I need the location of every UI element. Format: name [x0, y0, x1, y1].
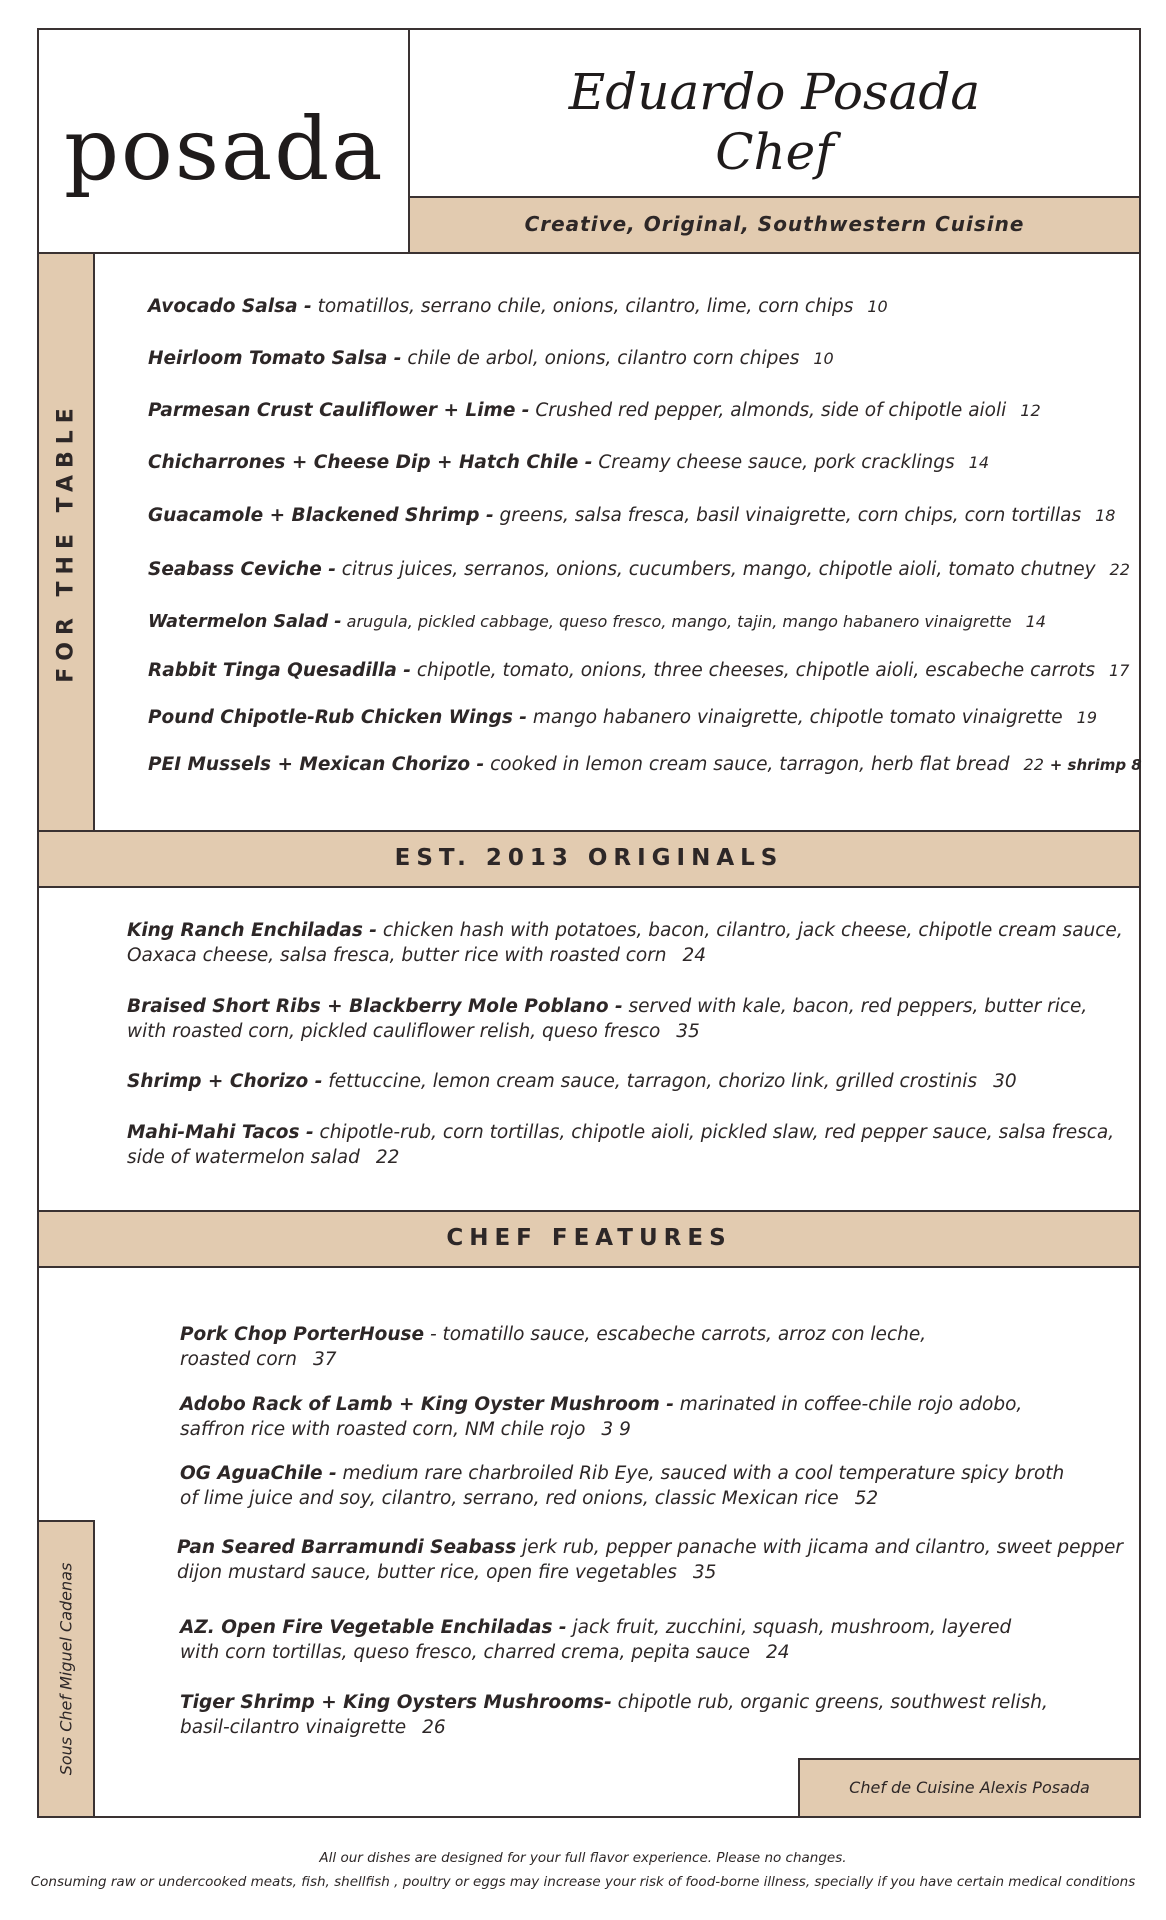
menu-item: [148, 296, 888, 317]
sous-chef-credit: Sous Chef Miguel Cadenas: [56, 1562, 76, 1776]
features-title: CHEF FEATURES: [446, 1225, 732, 1251]
menu-item: [180, 1690, 1048, 1740]
item-name: Adobo Rack of Lamb + King Oyster Mushroom -: [180, 1394, 674, 1415]
features-section: [37, 1266, 1141, 1818]
item-price: 12: [1020, 401, 1041, 420]
item-price: 37: [312, 1349, 337, 1370]
item-name: Heirloom Tomato Salsa -: [148, 348, 402, 369]
menu-item: [148, 754, 1142, 775]
originals-section: [37, 886, 1141, 1212]
item-price: 52: [854, 1488, 879, 1509]
item-name: Parmesan Crust Cauliflower + Lime -: [148, 400, 530, 421]
item-desc: greens, salsa fresca, basil vinaigrette, corn chips, corn tortillas: [493, 505, 1082, 526]
logo-panel: [37, 28, 410, 254]
footer-warning: Consuming raw or undercooked meats, fish, shellfish , poultry or eggs may increase your risk of food-borne illness, specially if you have certain medical conditions: [30, 1874, 1136, 1890]
item-price: 17: [1109, 661, 1130, 680]
item-price: 24: [765, 1642, 790, 1663]
menu-item: [127, 1120, 1114, 1170]
item-desc: fettuccine, lemon cream sauce, tarragon, chorizo link, grilled crostinis: [322, 1071, 978, 1092]
menu-item: [177, 1535, 1123, 1585]
item-desc: Creamy cheese sauce, pork cracklings: [592, 452, 955, 473]
item-desc-2: side of watermelon salad: [127, 1147, 360, 1168]
menu-item: [148, 400, 1041, 421]
item-price: 22: [1023, 755, 1044, 774]
item-desc: chipotle-rub, corn tortillas, chipotle aioli, pickled slaw, red pepper sauce, salsa fresca,: [313, 1122, 1115, 1143]
item-desc: cooked in lemon cream sauce, tarragon, herb flat bread: [484, 754, 1010, 775]
item-desc: chile de arbol, onions, cilantro corn chipes: [401, 348, 800, 369]
chef-de-cuisine-credit: Chef de Cuisine Alexis Posada: [849, 1778, 1090, 1797]
menu-item: [148, 452, 989, 473]
item-name: Chicharrones + Cheese Dip + Hatch Chile -: [148, 452, 593, 473]
menu-item: [148, 505, 1115, 526]
item-desc: jack fruit, zucchini, squash, mushroom, layered: [566, 1617, 1012, 1638]
item-name: Guacamole + Blackened Shrimp -: [148, 505, 494, 526]
item-name: Pork Chop PorterHouse: [180, 1324, 425, 1345]
menu-item: [180, 1461, 1064, 1511]
item-name: PEI Mussels + Mexican Chorizo -: [148, 754, 485, 775]
item-desc: arugula, pickled cabbage, queso fresco, mango, tajin, mango habanero vinaigrette: [341, 612, 1012, 631]
item-name: King Ranch Enchiladas -: [127, 920, 377, 941]
item-desc-2: saffron rice with roasted corn, NM chile rojo: [180, 1419, 586, 1440]
item-desc-2: with corn tortillas, queso fresco, charred crema, pepita sauce: [180, 1642, 750, 1663]
for-the-table-label: FOR THE TABLE: [53, 401, 79, 683]
originals-header: [37, 830, 1141, 888]
item-desc: chipotle, tomato, onions, three cheeses, chipotle aioli, escabeche carrots: [410, 660, 1096, 681]
item-desc: medium rare charbroiled Rib Eye, sauced with a cool temperature spicy broth: [336, 1463, 1065, 1484]
item-desc: citrus juices, serranos, onions, cucumbers, mango, chipotle aioli, tomato chutney: [335, 559, 1096, 580]
for-the-table-section: [93, 252, 1141, 832]
item-desc: - tomatillo sauce, escabeche carrots, arroz con leche,: [424, 1324, 927, 1345]
item-name: OG AguaChile -: [180, 1463, 337, 1484]
item-price: 24: [682, 945, 707, 966]
menu-item: [148, 559, 1130, 580]
item-desc-2: Oaxaca cheese, salsa fresca, butter rice with roasted corn: [127, 945, 667, 966]
item-price: 26: [422, 1717, 446, 1738]
tagline-band: [408, 196, 1141, 254]
menu-item: [148, 348, 834, 369]
item-desc-2: of lime juice and soy, cilantro, serrano, red onions, classic Mexican rice: [180, 1488, 839, 1509]
item-name: Seabass Ceviche -: [148, 559, 336, 580]
item-desc-2: basil-cilantro vinaigrette: [180, 1717, 407, 1738]
menu-item: [127, 994, 1087, 1044]
item-price: 14: [968, 453, 989, 472]
item-desc-2: dijon mustard sauce, butter rice, open fire vegetables: [177, 1562, 677, 1583]
sous-chef-sidebar: [37, 1520, 95, 1818]
item-price: 3 9: [601, 1419, 631, 1440]
item-desc: Crushed red pepper, almonds, side of chipotle aioli: [529, 400, 1007, 421]
item-desc: marinated in coffee-chile rojo adobo,: [673, 1394, 1023, 1415]
item-name: Pan Seared Barramundi Seabass: [177, 1537, 517, 1558]
item-price: 14: [1025, 612, 1046, 631]
item-desc-2: roasted corn: [180, 1349, 297, 1370]
tagline: Creative, Original, Southwestern Cuisine: [524, 212, 1025, 236]
item-price: 22: [1109, 560, 1130, 579]
item-name: Braised Short Ribs + Blackberry Mole Poblano -: [127, 996, 623, 1017]
item-extra: + shrimp 8: [1049, 756, 1142, 774]
item-price: 18: [1095, 506, 1116, 525]
menu-item: [148, 660, 1129, 681]
chef-de-cuisine-box: [798, 1758, 1141, 1818]
item-price: 10: [867, 297, 888, 316]
for-the-table-sidebar: [37, 252, 95, 832]
item-price: 22: [375, 1147, 400, 1168]
features-header: [37, 1210, 1141, 1268]
menu-item: [180, 1615, 1011, 1665]
menu-item: [127, 918, 1123, 968]
item-desc: mango habanero vinaigrette, chipotle tomato vinaigrette: [526, 707, 1063, 728]
item-name: Watermelon Salad -: [148, 612, 342, 632]
chef-title: Chef: [715, 123, 834, 181]
item-name: Shrimp + Chorizo -: [127, 1071, 323, 1092]
menu-item: [148, 612, 1046, 632]
menu-item: [180, 1392, 1022, 1442]
chef-title-panel: [408, 28, 1141, 198]
item-price: 30: [993, 1071, 1017, 1092]
menu-item: [148, 707, 1097, 728]
item-price: 35: [692, 1562, 717, 1583]
item-desc: chipotle rub, organic greens, southwest relish,: [611, 1692, 1048, 1713]
item-desc: tomatillos, serrano chile, onions, cilantro, lime, corn chips: [311, 296, 854, 317]
item-name: Rabbit Tinga Quesadilla -: [148, 660, 411, 681]
item-desc: jerk rub, pepper panache with jicama and cilantro, sweet pepper: [516, 1537, 1124, 1558]
menu-item: [127, 1069, 1017, 1094]
item-desc: served with kale, bacon, red peppers, butter rice,: [622, 996, 1088, 1017]
chef-name: Eduardo Posada: [568, 63, 981, 121]
item-name: AZ. Open Fire Vegetable Enchiladas -: [180, 1617, 567, 1638]
item-name: Tiger Shrimp + King Oysters Mushrooms-: [180, 1692, 612, 1713]
item-name: Mahi-Mahi Tacos -: [127, 1122, 314, 1143]
item-desc: chicken hash with potatoes, bacon, cilantro, jack cheese, chipotle cream sauce,: [376, 920, 1123, 941]
item-name: Avocado Salsa -: [148, 296, 312, 317]
item-desc-2: with roasted corn, pickled cauliflower relish, queso fresco: [127, 1021, 661, 1042]
item-price: 10: [813, 349, 834, 368]
item-name: Pound Chipotle-Rub Chicken Wings -: [148, 707, 527, 728]
footer-note: All our dishes are designed for your full flavor experience. Please no changes.: [319, 1850, 847, 1866]
item-price: 35: [676, 1021, 700, 1042]
menu-item: [180, 1322, 926, 1372]
item-price: 19: [1076, 708, 1098, 727]
posada-logo: posada: [64, 100, 385, 200]
originals-title: EST. 2013 ORIGINALS: [394, 845, 784, 871]
